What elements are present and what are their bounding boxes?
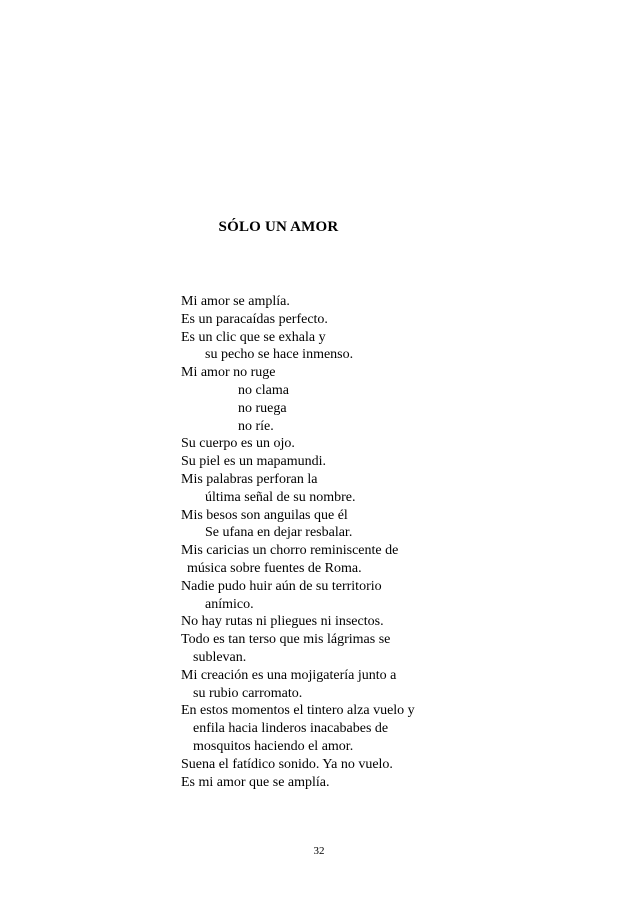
poem-line: no ríe. [238,418,274,434]
poem-line: anímico. [205,596,254,612]
poem-line: Suena el fatídico sonido. Ya no vuelo. [181,756,393,772]
poem-line: Mis caricias un chorro reminiscente de [181,543,399,559]
poem-line: Mi amor no ruge [181,365,276,381]
poem-line: no ruega [238,400,287,416]
poem-line: Mis besos son anguilas que él [181,507,348,523]
poem-line: Mi amor se amplía. [181,294,290,309]
poem-line: Mi creación es una mojigatería junto a [181,667,397,683]
poem-line: música sobre fuentes de Roma. [187,560,362,576]
poem-line: En estos momentos el tintero alza vuelo y [181,703,415,719]
poem-line: última señal de su nombre. [205,489,356,505]
poem-line: enfila hacia linderos inacababes de [193,721,389,737]
poem-line: Mis palabras perforan la [181,471,318,487]
poem-line: Es un clic que se exhala y [181,329,326,345]
poem-body [181,293,481,791]
poem-line: Su piel es un mapamundi. [181,454,327,470]
poem-line: no clama [238,382,289,398]
poem-line: Se ufana en dejar resbalar. [205,525,353,541]
poem-line: Es un paracaídas perfecto. [181,311,328,327]
poem-line: Es mi amor que se amplía. [181,774,330,790]
poem-title: SÓLO UN AMOR [218,219,339,235]
poem-line: Todo es tan terso que mis lágrimas se [181,632,391,648]
poem-line: Nadie pudo huir aún de su territorio [181,578,382,594]
poem-line: su pecho se hace inmenso. [205,347,354,363]
poem-line: Su cuerpo es un ojo. [181,436,295,452]
page-number: 32 [313,845,325,857]
poem-line: su rubio carromato. [193,685,303,701]
poem-line: No hay rutas ni pliegues ni insectos. [181,614,384,630]
poem-line: sublevan. [193,649,247,665]
poem-line: mosquitos haciendo el amor. [193,738,354,754]
